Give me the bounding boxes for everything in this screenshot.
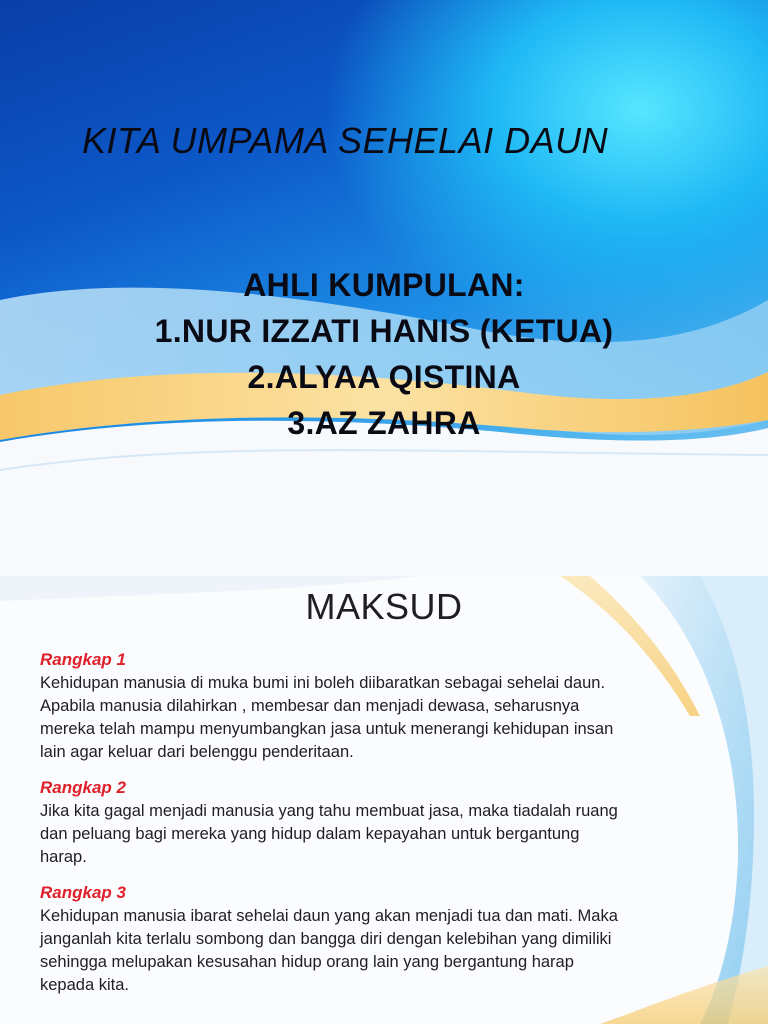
group-members-block — [0, 262, 768, 446]
stanza-line: mereka telah mampu menyumbangkan jasa untuk menerangi kehidupan insan — [40, 720, 614, 738]
stanza-line: Kehidupan manusia di muka bumi ini boleh diibaratkan sebagai sehelai daun. — [40, 674, 606, 692]
stanza-line: Apabila manusia dilahirkan , membesar dan menjadi dewasa, seharusnya — [40, 697, 580, 715]
stanza-line: sehingga melupakan kesusahan hidup orang lain yang bergantung harap — [40, 953, 574, 971]
stanza-line: janganlah kita terlalu sombong dan bangga diri dengan kelebihan yang dimiliki — [40, 930, 612, 948]
stanza-line: lain agar keluar dari belenggu penderitaan. — [40, 743, 354, 761]
stanza-line: harap. — [40, 848, 87, 866]
stanza-label: Rangkap 1 — [40, 650, 126, 669]
members-heading: AHLI KUMPULAN: — [243, 267, 525, 303]
stanza-label: Rangkap 3 — [40, 883, 126, 902]
stanza-3 — [40, 881, 730, 997]
slide-heading: MAKSUD — [305, 586, 463, 627]
member-item: 1.NUR IZZATI HANIS (KETUA) — [154, 313, 614, 349]
stanza-list — [40, 648, 730, 1009]
presentation-title: KITA UMPAMA SEHELAI DAUN — [82, 120, 609, 161]
stanza-line: dan peluang bagi mereka yang hidup dalam kepayahan untuk bergantung — [40, 825, 580, 843]
stanza-line: Kehidupan manusia ibarat sehelai daun yang akan menjadi tua dan mati. Maka — [40, 907, 618, 925]
stanza-line: Jika kita gagal menjadi manusia yang tahu membuat jasa, maka tiadalah ruang — [40, 802, 618, 820]
member-item: 2.ALYAA QISTINA — [247, 359, 521, 395]
meaning-slide — [0, 576, 768, 1024]
stanza-1 — [40, 648, 730, 764]
stanza-line: kepada kita. — [40, 976, 129, 994]
stanza-2 — [40, 776, 730, 869]
member-item: 3.AZ ZAHRA — [287, 405, 481, 441]
stanza-label: Rangkap 2 — [40, 778, 126, 797]
